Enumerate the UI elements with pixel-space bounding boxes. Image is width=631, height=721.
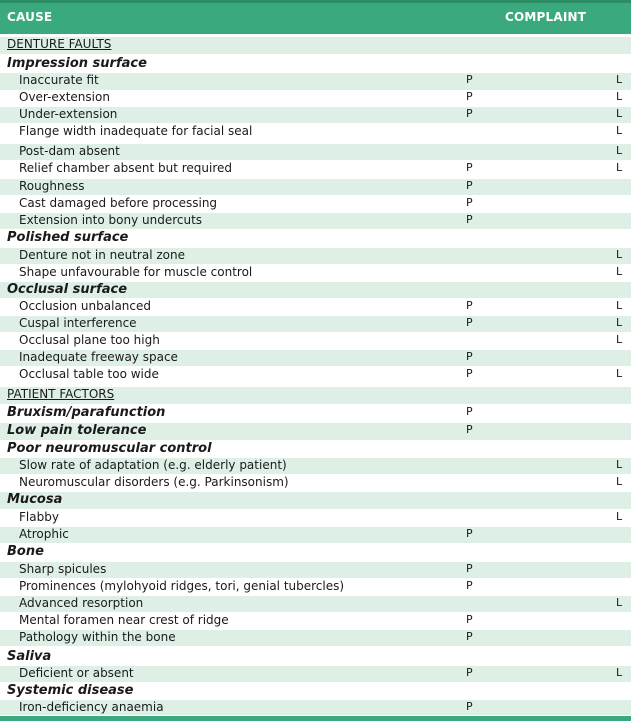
looseness-marker: L — [616, 161, 623, 174]
looseness-marker: L — [616, 367, 623, 380]
pain-marker: P — [466, 562, 473, 575]
cause-label: Mucosa — [7, 492, 63, 507]
cause-label: Occlusal plane too high — [19, 333, 160, 347]
pain-marker: P — [466, 213, 473, 226]
cause-label: Extension into bony undercuts — [19, 213, 203, 227]
group-heading — [0, 423, 631, 441]
pain-marker: P — [466, 666, 473, 679]
group-heading — [0, 282, 631, 299]
table-row — [0, 316, 631, 333]
pain-marker: P — [466, 73, 473, 86]
pain-marker: P — [466, 613, 473, 626]
cause-label: Flabby — [19, 510, 59, 524]
table-row — [0, 90, 631, 108]
table-row — [0, 596, 631, 613]
cause-label: Systemic disease — [7, 683, 134, 698]
table-row — [0, 666, 631, 683]
cause-label: Bone — [7, 544, 44, 559]
looseness-marker: L — [616, 107, 623, 120]
cause-label: Post-dam absent — [19, 144, 120, 158]
looseness-marker: L — [616, 316, 623, 329]
cause-label: Saliva — [7, 649, 52, 664]
group-heading — [0, 405, 631, 423]
pain-marker: P — [466, 367, 473, 380]
table-header — [0, 0, 631, 34]
table-row — [0, 333, 631, 350]
table-footer-rule — [0, 716, 631, 721]
table-row — [0, 367, 631, 384]
table-row — [0, 248, 631, 265]
pain-marker: P — [466, 161, 473, 174]
group-heading — [0, 56, 631, 74]
cause-label: Roughness — [19, 179, 85, 193]
cause-label: Polished surface — [7, 230, 129, 245]
pain-marker: P — [466, 299, 473, 312]
pain-marker: P — [466, 316, 473, 329]
pain-marker: P — [466, 579, 473, 592]
looseness-marker: L — [616, 299, 623, 312]
table-row — [0, 350, 631, 367]
cause-label: Occlusal surface — [7, 282, 128, 297]
table-row — [0, 73, 631, 91]
pain-marker: P — [466, 90, 473, 103]
cause-label: Iron-deficiency anaemia — [19, 700, 164, 714]
looseness-marker: L — [616, 90, 623, 103]
section-heading — [0, 387, 631, 405]
table-row — [0, 144, 631, 161]
pain-marker: P — [466, 107, 473, 120]
table-row — [0, 124, 631, 144]
cause-label: PATIENT FACTORS — [7, 387, 115, 401]
table-row — [0, 107, 631, 124]
pain-marker: P — [466, 196, 473, 209]
looseness-marker: L — [616, 666, 623, 679]
cause-label: Shape unfavourable for muscle control — [19, 265, 253, 279]
cause-label: Bruxism/parafunction — [7, 405, 166, 420]
looseness-marker: L — [616, 475, 623, 488]
table-row — [0, 700, 631, 716]
table-row — [0, 265, 631, 282]
pain-marker: P — [466, 527, 473, 540]
section-heading — [0, 37, 631, 55]
group-heading — [0, 230, 631, 248]
looseness-marker: L — [616, 144, 623, 157]
cause-label: Inadequate freeway space — [19, 350, 178, 364]
looseness-marker: L — [616, 248, 623, 261]
table-row — [0, 213, 631, 230]
looseness-marker: L — [616, 510, 623, 523]
cause-label: Relief chamber absent but required — [19, 161, 233, 175]
cause-label: Deficient or absent — [19, 666, 134, 680]
pain-marker: P — [466, 179, 473, 192]
table-row — [0, 299, 631, 316]
cause-label: Sharp spicules — [19, 562, 107, 576]
cause-label: Neuromuscular disorders (e.g. Parkinsonism) — [19, 475, 289, 489]
table-row — [0, 510, 631, 527]
cause-label: Inaccurate fit — [19, 73, 99, 87]
cause-label: Prominences (mylohyoid ridges, tori, genial tubercles) — [19, 579, 345, 593]
cause-label: Advanced resorption — [19, 596, 144, 610]
cause-label: Cast damaged before processing — [19, 196, 218, 210]
cause-label: Low pain tolerance — [7, 423, 147, 438]
cause-label: Occlusal table too wide — [19, 367, 159, 381]
pain-marker: P — [466, 350, 473, 363]
cause-label: Cuspal interference — [19, 316, 137, 330]
table-row — [0, 196, 631, 213]
pain-marker: P — [466, 405, 473, 418]
cause-label: DENTURE FAULTS — [7, 37, 112, 51]
cause-label: Under-extension — [19, 107, 118, 121]
table-row — [0, 613, 631, 630]
pain-marker: P — [466, 630, 473, 643]
looseness-marker: L — [616, 333, 623, 346]
table-row — [0, 179, 631, 196]
group-heading — [0, 649, 631, 666]
table-row — [0, 630, 631, 647]
cause-label: Pathology within the bone — [19, 630, 176, 644]
header-cause: CAUSE — [7, 10, 53, 24]
table-row — [0, 458, 631, 475]
cause-label: Mental foramen near crest of ridge — [19, 613, 229, 627]
looseness-marker: L — [616, 73, 623, 86]
table-row — [0, 475, 631, 492]
table-row — [0, 579, 631, 596]
group-heading — [0, 492, 631, 510]
cause-label: Atrophic — [19, 527, 69, 541]
group-heading — [0, 544, 631, 562]
looseness-marker: L — [616, 265, 623, 278]
cause-label: Impression surface — [7, 56, 147, 71]
looseness-marker: L — [616, 458, 623, 471]
pain-marker: P — [466, 700, 473, 713]
cause-label: Occlusion unbalanced — [19, 299, 151, 313]
pain-marker: P — [466, 423, 473, 436]
table-row — [0, 562, 631, 579]
table-row — [0, 161, 631, 179]
looseness-marker: L — [616, 124, 623, 137]
group-heading — [0, 441, 631, 458]
cause-label: Flange width inadequate for facial seal — [19, 124, 253, 138]
table-row — [0, 527, 631, 544]
looseness-marker: L — [616, 596, 623, 609]
cause-label: Denture not in neutral zone — [19, 248, 185, 262]
group-heading — [0, 683, 631, 700]
header-complaint: COMPLAINT — [505, 10, 587, 24]
cause-label: Over-extension — [19, 90, 110, 104]
cause-label: Poor neuromuscular control — [7, 441, 212, 456]
cause-label: Slow rate of adaptation (e.g. elderly patient) — [19, 458, 287, 472]
